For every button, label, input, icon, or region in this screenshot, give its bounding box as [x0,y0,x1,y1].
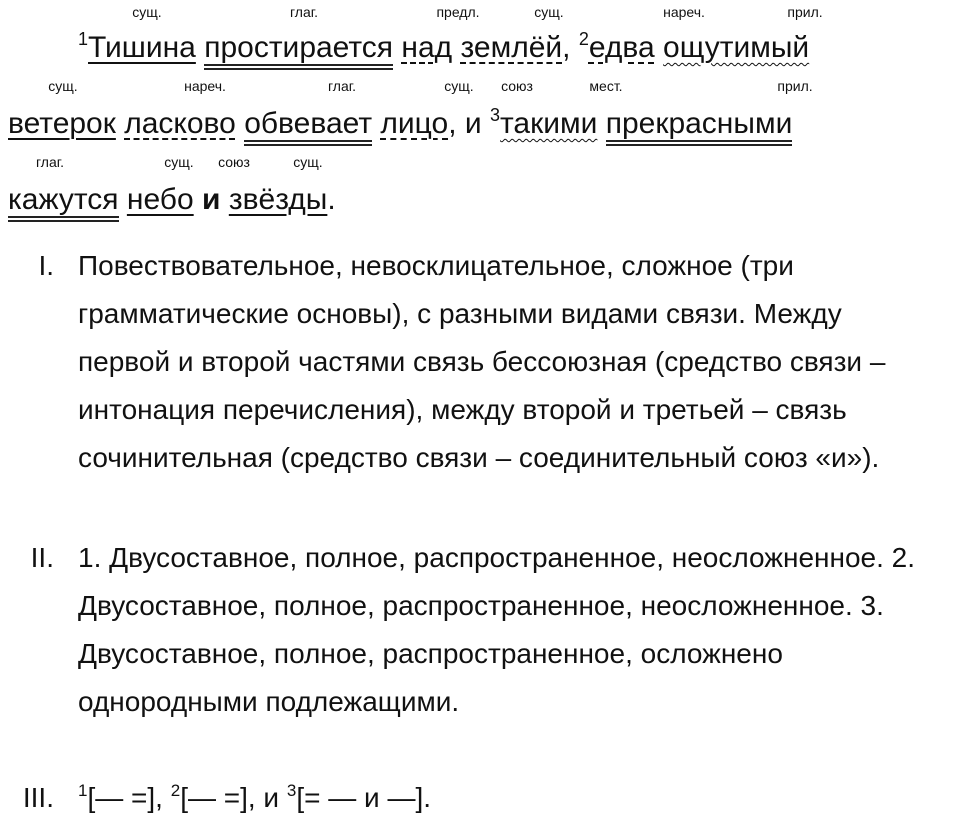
analysis-numeral: I. [38,250,54,281]
sentence-line-2 [8,106,792,142]
pos-tag: сущ. [48,78,78,94]
pos-tag: нареч. [663,4,705,20]
word-circumstance: ласково [124,107,236,140]
punctuation: , [562,31,571,64]
scheme-part-number: 1 [78,781,88,800]
word-attribute: такими [500,107,598,140]
word-circumstance: над [401,31,453,64]
punctuation: , и [448,107,482,140]
scheme-part-number: 2 [170,781,181,800]
word-predicate: кажутся [8,183,119,222]
word-conjunction: и [202,183,221,216]
sentence-line-3 [8,182,336,218]
word-predicate: прекрасными [606,107,793,146]
word-circumstance: землёй [460,31,563,64]
word-subject: звёзды [228,183,328,216]
word-attribute: ощутимый [663,31,810,64]
part-number: 3 [489,105,500,125]
pos-tag: сущ. [164,154,194,170]
pos-tag: сущ. [293,154,323,170]
word-predicate: обвевает [244,107,372,146]
pos-tag: союз [218,154,250,170]
pos-tag: предл. [436,4,480,20]
pos-tag: нареч. [184,78,226,94]
pos-tag: сущ. [534,4,564,20]
analysis-text: Повествовательное, невосклицательное, сложное (три грамматические основы), с разными видами связи. Между первой и второй частями связь бессоюзная (средство связи – интонация перечисления), между второй и третьей – связь сочинительная (средство связи – соединительный союз «и»). [78,250,886,473]
pos-tag: глаг. [289,4,319,20]
sentence-line-1 [78,30,809,66]
punctuation: . [327,183,336,216]
word-object: лицо [380,107,449,140]
analysis-numeral: III. [22,782,54,813]
scheme-part-number: 3 [286,781,297,800]
word-subject: Тишина [88,31,196,64]
pos-tag: глаг. [35,154,65,170]
pos-tag: сущ. [132,4,162,20]
analysis-numeral: II. [30,542,54,573]
word-predicate: простирается [204,31,393,70]
part-number: 1 [78,29,89,49]
scheme-part: [= — и —]. [296,782,431,813]
word-subject: ветерок [8,107,116,140]
pos-tag: прил. [777,78,813,94]
part-number: 2 [578,29,589,49]
sentence-scheme [78,774,938,822]
word-circumstance: едва [588,31,655,64]
word-subject: небо [126,183,194,216]
pos-tag: глаг. [327,78,357,94]
analysis-text: 1. Двусоставное, полное, распространенное, неосложненное. 2. Двусоставное, полное, распространенное, неосложненное. 3. Двусоставное, полное, распространенное, осложнено однородными подлежащими. [78,542,916,717]
pos-tag: союз [501,78,533,94]
pos-tag: сущ. [444,78,474,94]
scheme-part: [— =], [87,782,171,813]
pos-tag: мест. [589,78,623,94]
pos-tag: прил. [787,4,823,20]
scheme-part: [— =], и [180,782,287,813]
